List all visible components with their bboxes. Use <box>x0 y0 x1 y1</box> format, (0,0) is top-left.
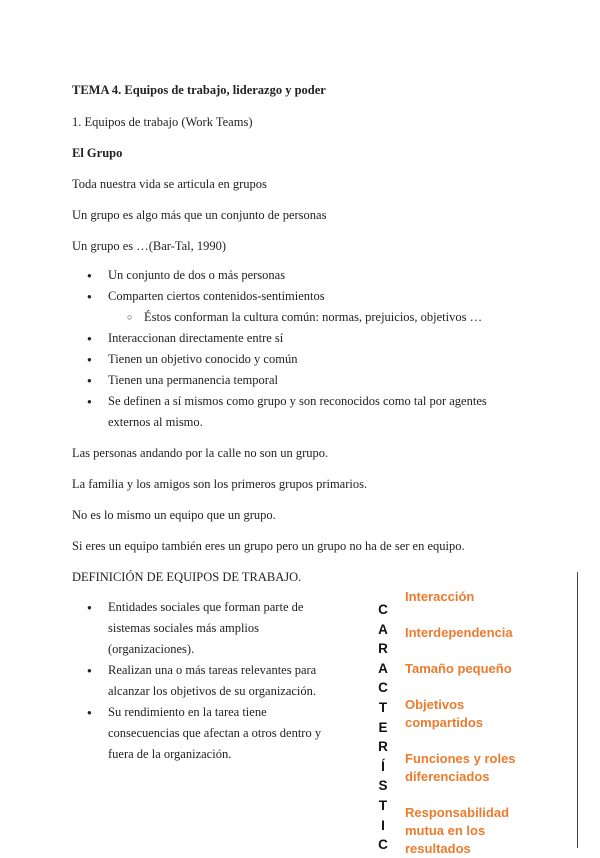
group-sub-bullet-list <box>72 307 482 328</box>
bullet-line: Realizan una o más tareas relevantes para <box>108 663 317 677</box>
characteristic-line: Interacción <box>405 589 475 604</box>
characteristic-item <box>405 660 535 678</box>
paragraph: Toda nuestra vida se articula en grupos <box>72 177 267 191</box>
group-bullet-list <box>72 265 325 307</box>
heading-el-grupo: El Grupo <box>72 146 123 160</box>
bullet-line: Se definen a sí mismos como grupo y son reconocidos como tal por agentes <box>108 394 487 408</box>
vertical-letter: T <box>378 797 388 813</box>
list-item: ● Comparten ciertos contenidos-sentimientos <box>72 286 325 307</box>
vertical-letter: S <box>378 778 388 794</box>
vertical-letter: I <box>381 817 385 833</box>
vertical-letter: R <box>378 641 388 657</box>
characteristic-line: Responsabilidad <box>405 805 510 820</box>
bullet-line: consecuencias que afectan a otros dentro y <box>108 726 322 740</box>
characteristic-line: Objetivos <box>405 697 465 712</box>
list-item: ● Tienen un objetivo conocido y común <box>72 349 487 370</box>
paragraph: Un grupo es algo más que un conjunto de personas <box>72 208 327 222</box>
definition-bullet-list <box>72 597 362 765</box>
characteristic-item <box>405 804 535 858</box>
bullet-line: Entidades sociales que forman parte de <box>108 600 304 614</box>
paragraph: La familia y los amigos son los primeros grupos primarios. <box>72 477 368 491</box>
paragraph: No es lo mismo un equipo que un grupo. <box>72 508 276 522</box>
vertical-letter: A <box>378 621 388 637</box>
vertical-letter: R <box>378 739 388 755</box>
vertical-letter: C <box>378 602 388 617</box>
vertical-letter: C <box>378 680 388 696</box>
characteristic-line: mutua en los <box>405 823 486 838</box>
characteristic-line: Tamaño pequeño <box>405 661 512 676</box>
section-subtitle: 1. Equipos de trabajo (Work Teams) <box>72 115 253 129</box>
list-item: ● Un conjunto de dos o más personas <box>72 265 325 286</box>
vertical-letter: C <box>378 837 388 853</box>
characteristic-item <box>405 624 535 642</box>
list-item: ● Interaccionan directamente entre sí <box>72 328 487 349</box>
characteristic-line: resultados <box>405 841 471 856</box>
vertical-letter: Í <box>381 758 385 774</box>
group-bullet-list-2 <box>72 328 487 433</box>
paragraph: Las personas andando por la calle no son un grupo. <box>72 446 329 460</box>
bullet-line: (organizaciones). <box>108 642 195 656</box>
characteristic-line: Interdependencia <box>405 625 513 640</box>
list-item <box>72 597 362 660</box>
definition-heading: DEFINICIÓN DE EQUIPOS DE TRABAJO. <box>72 570 302 584</box>
list-item: ● Tienen una permanencia temporal <box>72 370 487 391</box>
characteristic-item <box>405 696 535 732</box>
characteristic-item <box>405 750 535 786</box>
table-border-line <box>577 572 578 848</box>
characteristic-line: diferenciados <box>405 769 490 784</box>
list-item <box>72 660 362 702</box>
vertical-caracteristicas-label <box>376 600 390 855</box>
characteristic-line: compartidos <box>405 715 484 730</box>
vertical-letter: E <box>378 719 388 735</box>
list-item: ○ Éstos conforman la cultura común: normas, prejuicios, objetivos … <box>72 307 482 328</box>
characteristic-item <box>405 588 535 606</box>
paragraph: Un grupo es …(Bar-Tal, 1990) <box>72 239 227 253</box>
list-item <box>72 391 487 433</box>
paragraph: Si eres un equipo también eres un grupo pero un grupo no ha de ser en equipo. <box>72 539 465 553</box>
vertical-letter: T <box>378 699 388 715</box>
bullet-line: sistemas sociales más amplios <box>108 621 260 635</box>
document-title: TEMA 4. Equipos de trabajo, liderazgo y poder <box>72 83 326 97</box>
bullet-line: fuera de la organización. <box>108 747 232 761</box>
bullet-line: externos al mismo. <box>108 415 203 429</box>
list-item <box>72 702 362 765</box>
bullet-line: alcanzar los objetivos de su organización. <box>108 684 317 698</box>
bullet-line: Su rendimiento en la tarea tiene <box>108 705 267 719</box>
vertical-letter: A <box>378 660 388 676</box>
characteristic-line: Funciones y roles <box>405 751 516 766</box>
